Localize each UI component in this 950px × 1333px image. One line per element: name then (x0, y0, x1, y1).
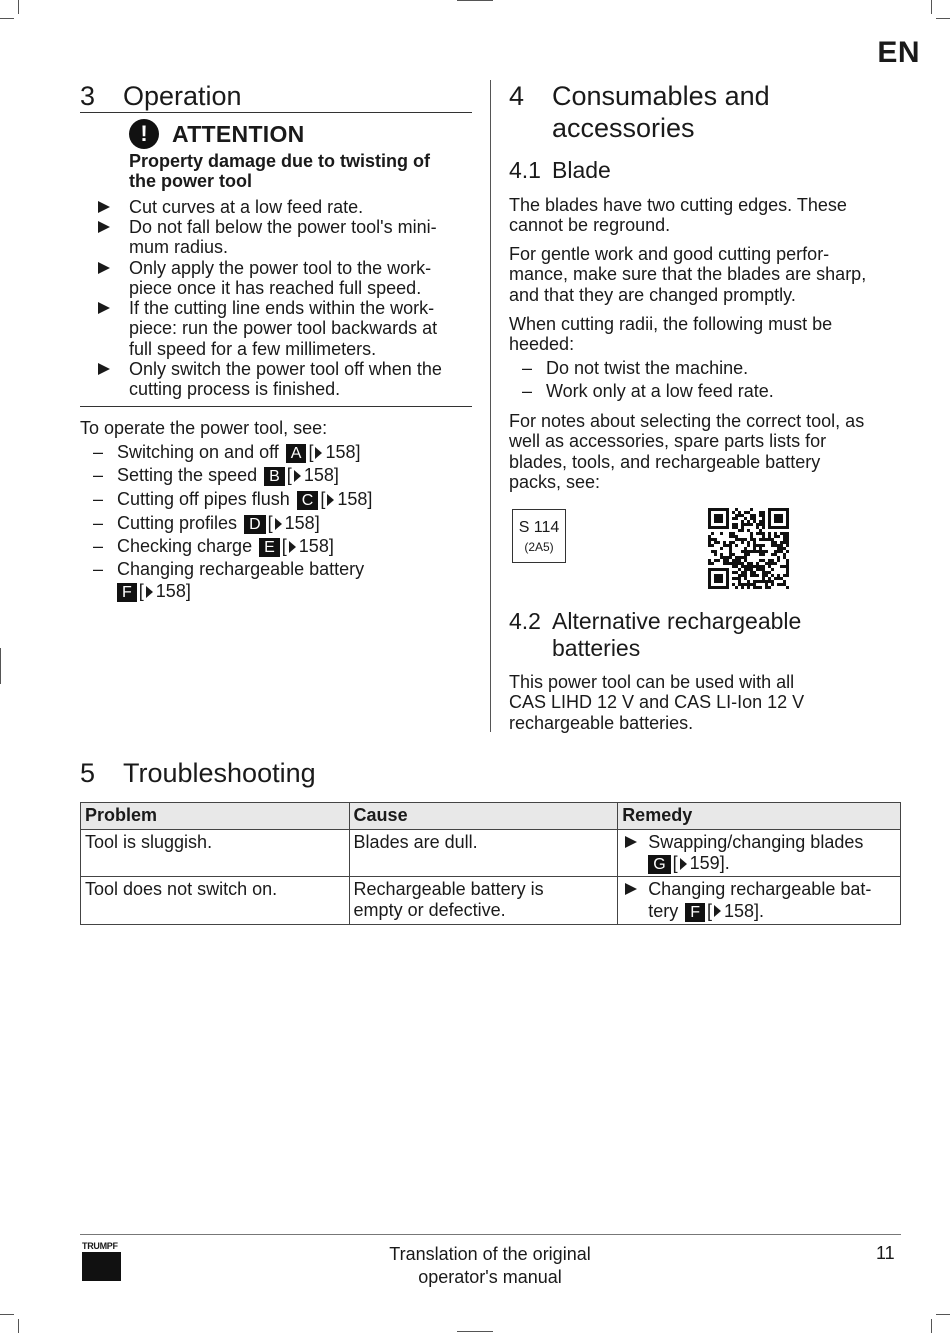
attention-signal-word: ATTENTION (172, 121, 305, 147)
page-reference-arrow-icon (275, 518, 282, 530)
problem-cell: Tool does not switch on. (81, 877, 350, 924)
section-4-heading: 4 Consumables and accessories (509, 81, 770, 143)
footer-center-text: Translation of the original operator's manual (389, 1244, 591, 1287)
attention-item: Only switch the power tool off when the cutting process is finished. (129, 359, 442, 400)
qr-code[interactable] (708, 508, 789, 589)
operate-list-item: – Cutting off pipes flush C [ 158] (93, 489, 373, 509)
crop-mark (457, 1331, 493, 1332)
crop-mark (0, 1314, 14, 1315)
bullet-triangle-icon (98, 221, 110, 233)
bullet-triangle-icon (98, 363, 110, 375)
crop-mark (18, 0, 19, 14)
section-number: 4 (509, 81, 525, 111)
remedy-cell: Swapping/changing blades G [ 159]. (618, 830, 901, 877)
blade-dash-item: – Do not twist the machine. (522, 358, 749, 378)
column-header: Cause (349, 803, 618, 830)
page-reference[interactable]: 158] (325, 442, 361, 462)
subsection-4-1-heading: 4.1 Blade (509, 157, 611, 183)
attention-item: Only apply the power tool to the work- piece once it has reached full speed. (129, 258, 431, 299)
blade-paragraph-3: When cutting radii, the following must be heeded: (509, 314, 833, 355)
figure-tag: B (264, 467, 285, 486)
table-row (81, 877, 901, 924)
figure-tag: F (117, 583, 137, 602)
subsection-4-2-heading: 4.2 Alternative rechargeable batteries (509, 608, 802, 661)
footer-rule (80, 1234, 901, 1235)
bullet-triangle-icon (98, 302, 110, 314)
crop-mark (936, 18, 950, 19)
page-reference[interactable]: 158] (284, 513, 320, 533)
column-header: Remedy (618, 803, 901, 830)
attention-subtitle: Property damage due to twisting of the power tool (129, 151, 431, 191)
table-header-row (81, 803, 901, 830)
figure-tag: C (297, 491, 319, 510)
bullet-triangle-icon (625, 836, 637, 848)
attention-item: If the cutting line ends within the work- piece: run the power tool backwards at full speed for a few millimeters. (129, 298, 437, 359)
blade-dash-item: – Work only at a low feed rate. (522, 381, 774, 401)
page-reference[interactable]: 158] (155, 581, 191, 602)
section-3-heading (80, 80, 242, 112)
attention-item: Cut curves at a low feed rate. (129, 197, 363, 217)
operate-list-item: – Cutting profiles D [ 158] (93, 513, 320, 533)
page-reference-arrow-icon (289, 541, 296, 553)
page-reference[interactable]: 159]. (689, 853, 730, 874)
crop-mark (0, 18, 14, 19)
language-marker: EN (877, 36, 920, 69)
figure-tag: F (685, 903, 705, 922)
trumpf-logo-text: TRUMPF (82, 1241, 118, 1251)
figure-tag: G (648, 855, 670, 874)
operate-list-item: – Setting the speed B [ 158] (93, 465, 339, 485)
crop-mark (936, 1314, 950, 1315)
trumpf-logo (82, 1252, 121, 1281)
page-reference[interactable]: 158] (303, 465, 339, 485)
figure-tag: D (244, 515, 266, 534)
blade-paragraph-4: For notes about selecting the correct tool, as well as accessories, spare parts lists for blades, tools, and rechargeable battery packs, see: (509, 411, 865, 492)
section-title: Troubleshooting (123, 758, 316, 788)
figure-tag: A (286, 444, 307, 463)
page-number: 11 (876, 1243, 895, 1263)
column-divider (490, 80, 491, 732)
crop-mark (0, 648, 1, 684)
section-number: 5 (80, 758, 96, 788)
crop-mark (931, 0, 932, 14)
page-reference[interactable]: 158] (337, 489, 373, 509)
page-reference-arrow-icon (146, 586, 153, 598)
crop-mark (931, 1319, 932, 1333)
page-reference-arrow-icon (315, 447, 322, 459)
section-number: 3 (80, 81, 96, 111)
bullet-triangle-icon (98, 201, 110, 213)
operate-list-item: – Checking charge E [ 158] (93, 536, 334, 556)
figure-tag: E (259, 538, 280, 557)
operate-list-item: – Changing rechargeable battery F [ 158] (93, 559, 365, 602)
table-row (81, 830, 901, 877)
attention-item: Do not fall below the power tool's mini- mum radius. (129, 217, 437, 258)
operate-list-item: – Switching on and off A [ 158] (93, 442, 361, 462)
page-reference-arrow-icon (680, 858, 687, 870)
page-reference-arrow-icon (327, 494, 334, 506)
batteries-paragraph: This power tool can be used with all CAS LIHD 12 V and CAS LI-Ion 12 V rechargeable batteries. (509, 672, 805, 733)
column-header: Problem (81, 803, 350, 830)
cause-cell: Rechargeable battery is empty or defective. (349, 877, 618, 924)
section-title: Operation (123, 81, 242, 111)
cause-cell: Blades are dull. (349, 830, 618, 877)
attention-end-rule (80, 406, 472, 407)
page-reference-arrow-icon (294, 470, 301, 482)
blade-paragraph-1: The blades have two cutting edges. These cannot be reground. (509, 195, 847, 236)
blade-paragraph-2: For gentle work and good cutting perfor- mance, make sure that the blades are sharp, and that they are changed promptly. (509, 244, 867, 305)
crop-mark (457, 0, 493, 1)
operate-intro: To operate the power tool, see: (80, 418, 328, 438)
heading-rule (80, 112, 472, 113)
crop-mark (18, 1319, 19, 1333)
troubleshooting-table (80, 802, 901, 925)
warning-exclamation-icon: ! (129, 119, 159, 149)
bullet-triangle-icon (625, 883, 637, 895)
remedy-cell: Changing rechargeable bat- tery F [ 158]. (618, 877, 901, 924)
page-reference-arrow-icon (714, 905, 721, 917)
page-reference[interactable]: 158]. (724, 900, 765, 921)
bullet-triangle-icon (98, 262, 110, 274)
document-reference-box: S 114 (2A5) (512, 509, 566, 563)
page-reference[interactable]: 158] (298, 536, 334, 556)
problem-cell: Tool is sluggish. (81, 830, 350, 877)
section-5-heading (80, 757, 316, 789)
